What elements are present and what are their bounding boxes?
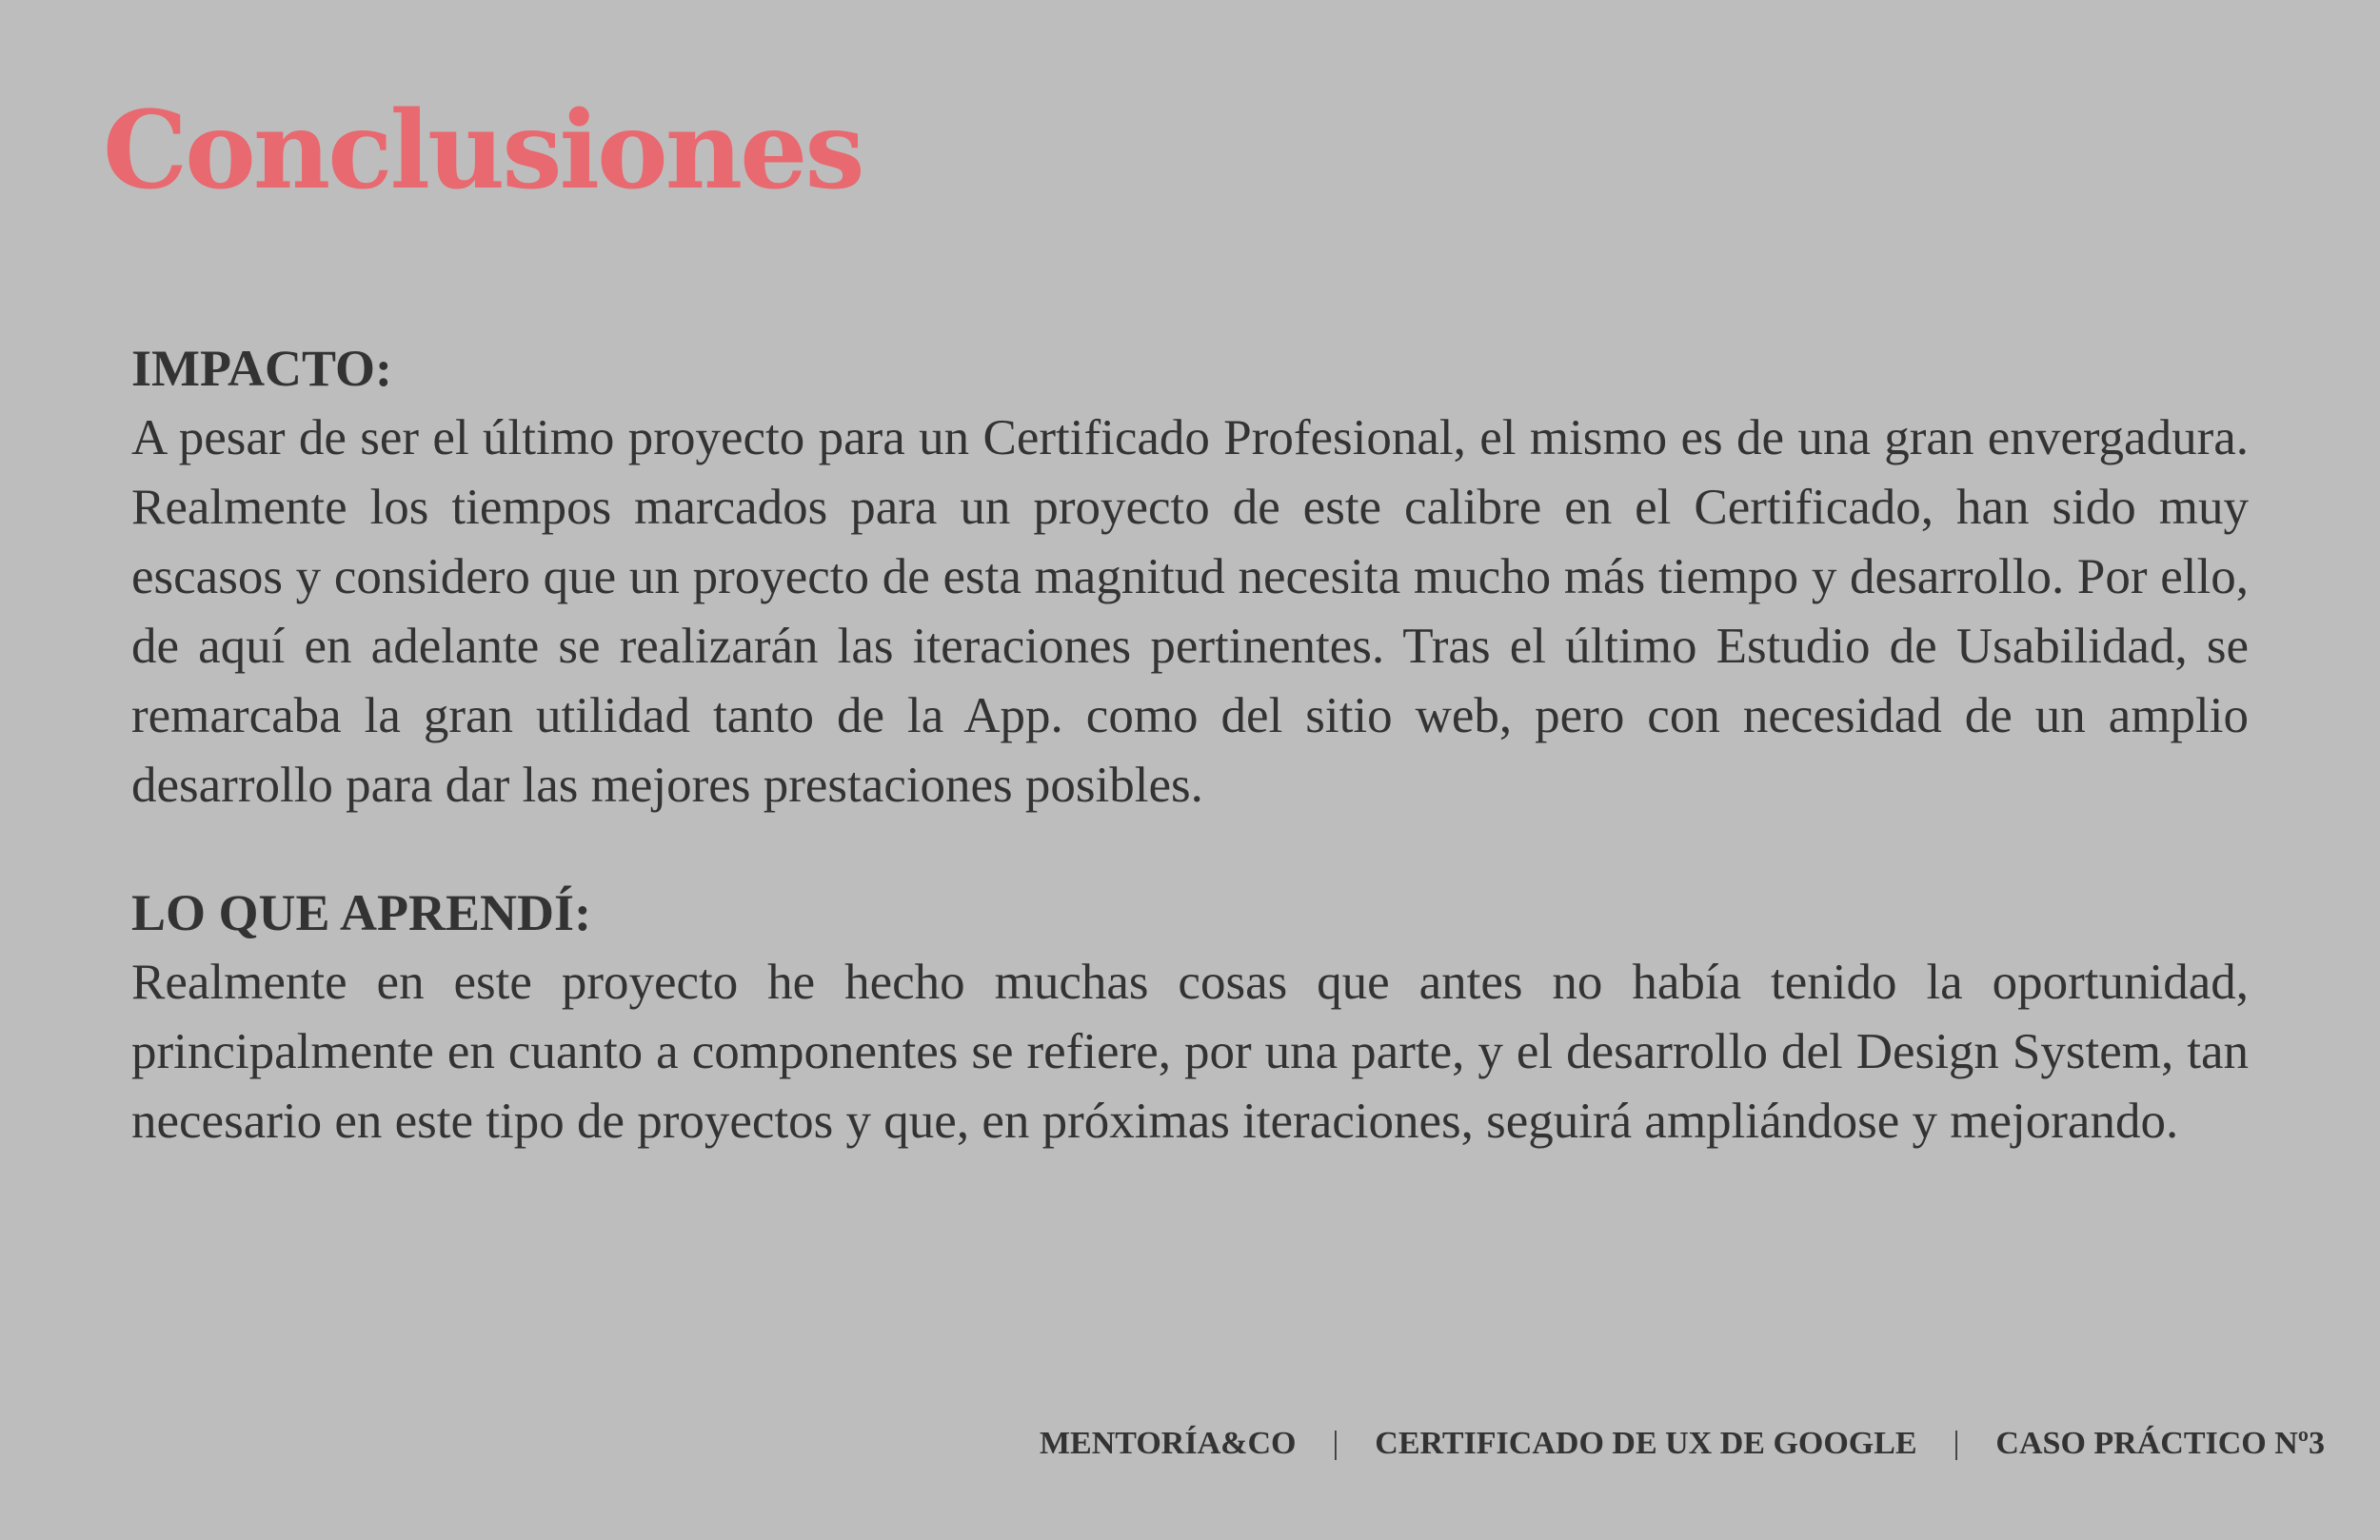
footer-certificate: CERTIFICADO DE UX DE GOOGLE bbox=[1375, 1426, 1917, 1461]
section-body-learned: Realmente en este proyecto he hecho muchas cosas que antes no había tenido la oportunidad, principalmente en cuanto a componentes se refiere, por una parte, y el desarrollo del Design System, tan necesario en este tipo de proyectos y que, en próximas iteraciones, seguirá ampliándose y mejorando. bbox=[131, 955, 2249, 1149]
section-impact bbox=[131, 333, 2249, 820]
content-area bbox=[131, 333, 2249, 1214]
footer-separator: | bbox=[1953, 1426, 1960, 1461]
section-heading-learned: LO QUE APRENDÍ: bbox=[131, 884, 592, 941]
footer-brand: MENTORÍA&CO bbox=[1039, 1426, 1297, 1461]
footer bbox=[1040, 1426, 2325, 1462]
footer-case: CASO PRÁCTICO Nº3 bbox=[1995, 1426, 2325, 1461]
section-learned bbox=[131, 878, 2249, 1156]
footer-separator: | bbox=[1332, 1426, 1339, 1461]
page-title: Conclusiones bbox=[103, 89, 863, 213]
section-body-impact: A pesar de ser el último proyecto para un Certificado Profesional, el mismo es de una gran envergadura. Realmente los tiempos marcados para un proyecto de este calibre en el Certificado, han sido muy escasos y considero que un proyecto de esta magnitud necesita mucho más tiempo y desarrollo. Por ello, de aquí en adelante se realizarán las iteraciones pertinentes. Tras el último Estudio de Usabilidad, se remarcaba la gran utilidad tanto de la App. como del sitio web, pero con necesidad de un amplio desarrollo para dar las mejores prestaciones posibles. bbox=[131, 410, 2249, 813]
section-heading-impact: IMPACTO: bbox=[131, 340, 392, 397]
